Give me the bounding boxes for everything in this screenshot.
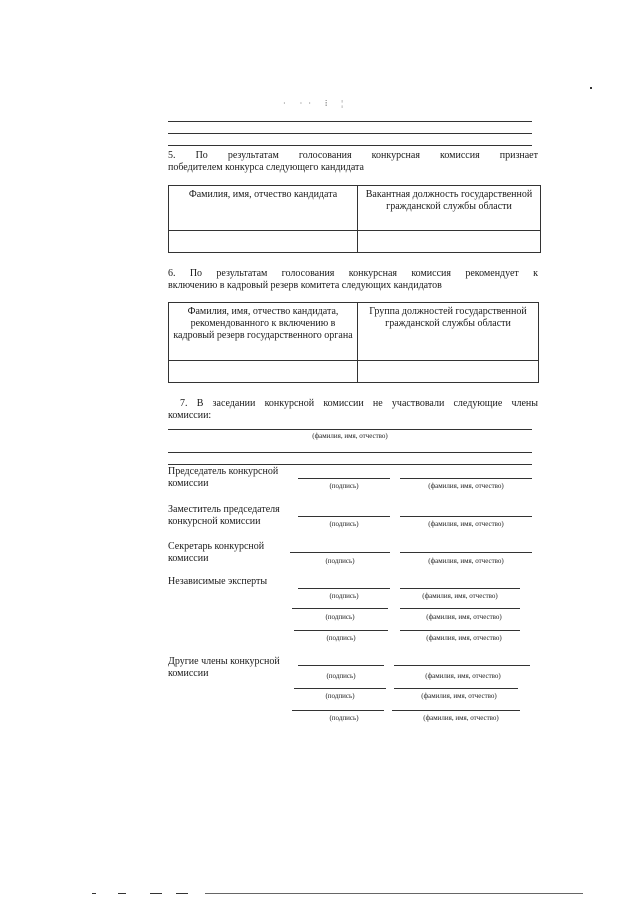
deputy-signature-line[interactable] <box>298 516 390 517</box>
section7-line2: комиссии: <box>168 410 212 421</box>
scan-speck <box>176 893 188 894</box>
sign-caption: (подпись) <box>329 520 359 528</box>
sign-caption: (подпись) <box>325 613 355 621</box>
fio-caption: (фамилия, имя, отчество) <box>428 557 504 565</box>
expert-name-line[interactable] <box>400 630 520 631</box>
member-signature-line[interactable] <box>298 665 384 666</box>
member-name-line[interactable] <box>392 710 520 711</box>
sign-caption: (подпись) <box>325 692 355 700</box>
fio-caption: (фамилия, имя, отчество) <box>421 692 497 700</box>
absent-members-line[interactable] <box>168 464 532 465</box>
expert-name-line[interactable] <box>400 608 520 609</box>
blank-line <box>168 145 532 146</box>
secretary-label: Секретарь конкурсной комиссии <box>168 541 265 564</box>
secretary-signature-line[interactable] <box>290 552 390 553</box>
scan-marks: · ·· ⁞ ¦ <box>283 99 349 108</box>
section5-line2: победителем конкурса следующего кандидата <box>168 162 364 173</box>
chair-label: Председатель конкурсной комиссии <box>168 466 279 489</box>
scan-speck <box>92 893 96 894</box>
others-label: Другие члены конкурсной комиссии <box>168 656 280 679</box>
deputy-label: Заместитель председателя конкурсной комиссии <box>168 504 280 527</box>
reserve-table-cell[interactable] <box>169 361 358 383</box>
chair-signature-line[interactable] <box>298 478 390 479</box>
reserve-table <box>168 302 539 383</box>
sign-caption: (подпись) <box>329 714 359 722</box>
member-name-line[interactable] <box>394 665 530 666</box>
winner-table-header-position: Вакантная должность государственной гражданской службы области <box>358 186 541 231</box>
fio-caption: (фамилия, имя, отчество) <box>426 634 502 642</box>
fio-caption: (фамилия, имя, отчество) <box>422 592 498 600</box>
absent-members-line[interactable] <box>168 452 532 453</box>
member-name-line[interactable] <box>394 688 518 689</box>
winner-table <box>168 185 541 253</box>
winner-table-cell[interactable] <box>358 231 541 253</box>
fio-caption: (фамилия, имя, отчество) <box>423 714 499 722</box>
section6-line2: включению в кадровый резерв комитета следующих кандидатов <box>168 280 442 291</box>
scan-speck <box>118 893 126 894</box>
section5-line1: 5. По результатам голосования конкурсная комиссия признает <box>168 150 538 161</box>
sign-caption: (подпись) <box>326 634 356 642</box>
blank-line <box>168 133 532 134</box>
deputy-name-line[interactable] <box>400 516 532 517</box>
absent-members-line[interactable] <box>168 429 532 430</box>
section6-line1: 6. По результатам голосования конкурсная комиссия рекомендует к <box>168 268 538 279</box>
section7-line1: 7. В заседании конкурсной комиссии не участвовали следующие члены <box>180 398 538 409</box>
expert-signature-line[interactable] <box>298 588 390 589</box>
winner-table-header-name: Фамилия, имя, отчество кандидата <box>169 186 358 231</box>
secretary-name-line[interactable] <box>400 552 532 553</box>
member-signature-line[interactable] <box>294 688 386 689</box>
sign-caption: (подпись) <box>329 592 359 600</box>
blank-line <box>168 121 532 122</box>
member-signature-line[interactable] <box>292 710 384 711</box>
fio-caption: (фамилия, имя, отчество) <box>426 613 502 621</box>
expert-signature-line[interactable] <box>292 608 388 609</box>
fio-caption: (фамилия, имя, отчество) <box>425 672 501 680</box>
reserve-table-header-name: Фамилия, имя, отчество кандидата, рекомендованного к включению в кадровый резерв государственного органа <box>169 303 358 361</box>
sign-caption: (подпись) <box>326 672 356 680</box>
winner-table-cell[interactable] <box>169 231 358 253</box>
fio-caption: (фамилия, имя, отчество) <box>428 482 504 490</box>
fio-caption: (фамилия, имя, отчество) <box>312 432 388 440</box>
sign-caption: (подпись) <box>329 482 359 490</box>
reserve-table-header-group: Группа должностей государственной гражданской службы области <box>358 303 539 361</box>
scan-edge-line <box>205 893 583 894</box>
scan-speck <box>150 893 162 894</box>
reserve-table-cell[interactable] <box>358 361 539 383</box>
expert-name-line[interactable] <box>400 588 520 589</box>
chair-name-line[interactable] <box>400 478 532 479</box>
fio-caption: (фамилия, имя, отчество) <box>428 520 504 528</box>
sign-caption: (подпись) <box>325 557 355 565</box>
expert-signature-line[interactable] <box>294 630 388 631</box>
scan-speck <box>590 87 592 89</box>
experts-label: Независимые эксперты <box>168 576 268 587</box>
